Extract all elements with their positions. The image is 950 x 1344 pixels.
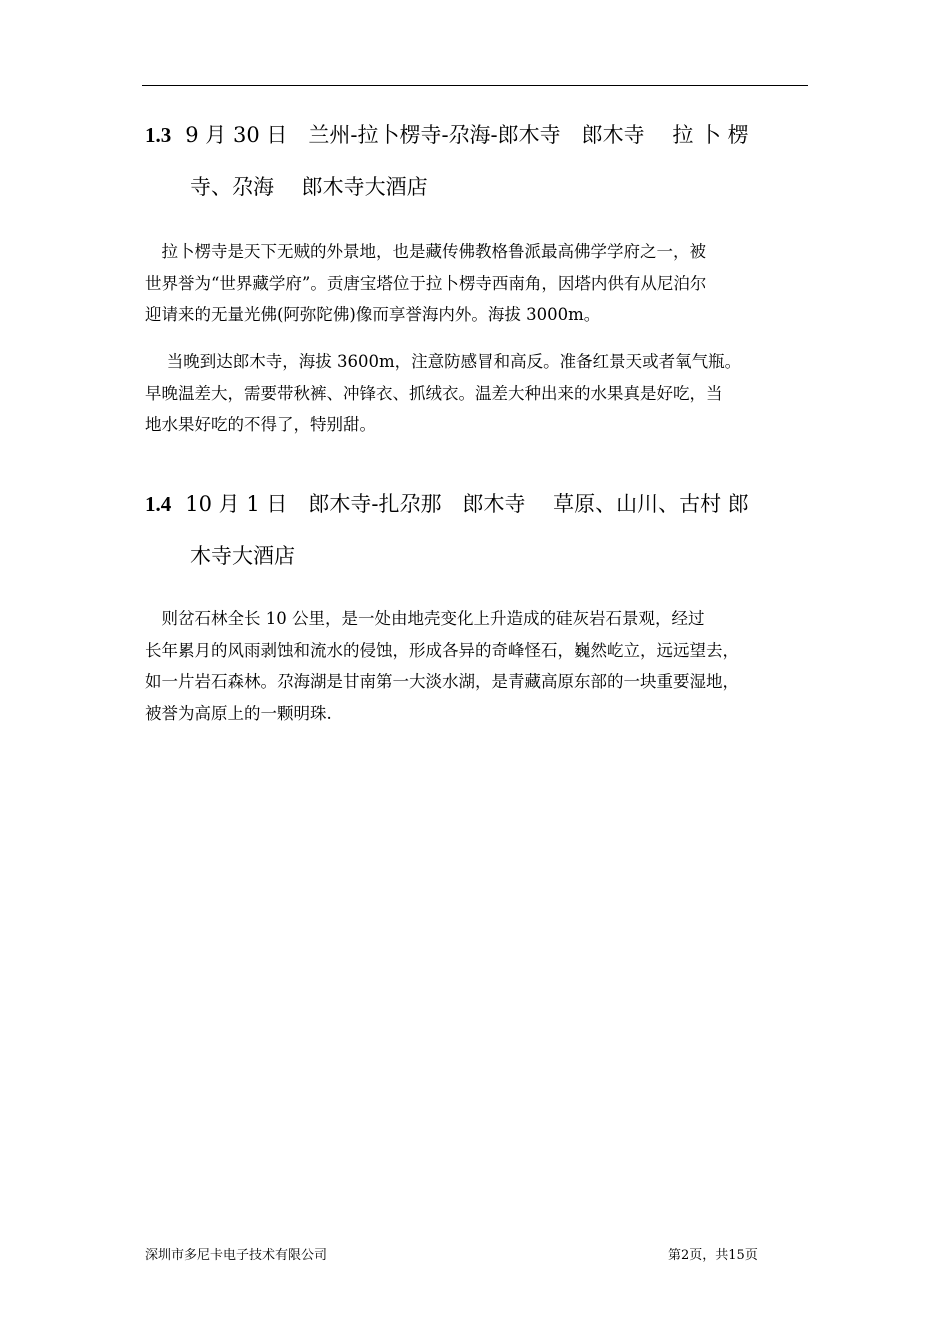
paragraph-line: 地水果好吃的不得了，特别甜。: [145, 415, 376, 434]
paragraph-line: 如一片岩石森林。尕海湖是甘南第一大淡水湖，是青藏高原东部的一块重要湿地，: [145, 672, 739, 691]
paragraph-stone-forest: [145, 603, 809, 729]
paragraph-line: 世界誉为“世界藏学府”。贡唐宝塔位于拉卜楞寺西南角，因塔内供有从尼泊尔: [145, 273, 707, 293]
paragraph-line: 则岔石林全长 10 公里，是一处由地壳变化上升造成的硅灰岩石景观，经过: [145, 609, 705, 628]
section-heading-1-3: [145, 109, 809, 213]
footer-page-number: 第2页，共15页: [668, 1248, 758, 1263]
heading-line-2: 木寺大酒店: [190, 544, 295, 568]
paragraph-labrang: [145, 236, 809, 331]
paragraph-langmusi: [145, 346, 809, 441]
paragraph-line: 拉卜楞寺是天下无贼的外景地，也是藏传佛教格鲁派最高佛学学府之一，被: [145, 242, 706, 261]
heading-line-2: 寺、尕海 郎木寺大酒店: [190, 175, 428, 199]
paragraph-line: 长年累月的风雨剥蚀和流水的侵蚀，形成各异的奇峰怪石，巍然屹立，远远望去，: [145, 640, 739, 660]
heading-line-1: [145, 478, 809, 530]
heading-text: 9 月 30 日 兰州-拉卜楞寺-尕海-郎木寺 郎木寺 拉 卜 楞: [185, 123, 749, 147]
paragraph-line: 被誉为高原上的一颗明珠.: [145, 703, 332, 723]
heading-line-1: [145, 109, 809, 161]
section-number: 1.3: [145, 123, 172, 147]
paragraph-line: 当晚到达郎木寺，海拔 3600m，注意防感冒和高反。准备红景天或者氧气瓶。: [145, 352, 742, 371]
footer-company: 深圳市多尼卡电子技术有限公司: [145, 1248, 328, 1263]
paragraph-line: 早晚温差大，需要带秋裤、冲锋衣、抓绒衣。温差大种出来的水果真是好吃，当: [145, 383, 723, 403]
heading-text: 10 月 1 日 郎木寺-扎尕那 郎木寺 草原、山川、古村 郎: [185, 492, 749, 516]
section-number: 1.4: [145, 492, 172, 516]
section-heading-1-4: [145, 478, 809, 582]
header-rule: [142, 85, 808, 86]
paragraph-line: 迎请来的无量光佛(阿弥陀佛)像而享誉海内外。海拔 3000m。: [145, 305, 601, 324]
